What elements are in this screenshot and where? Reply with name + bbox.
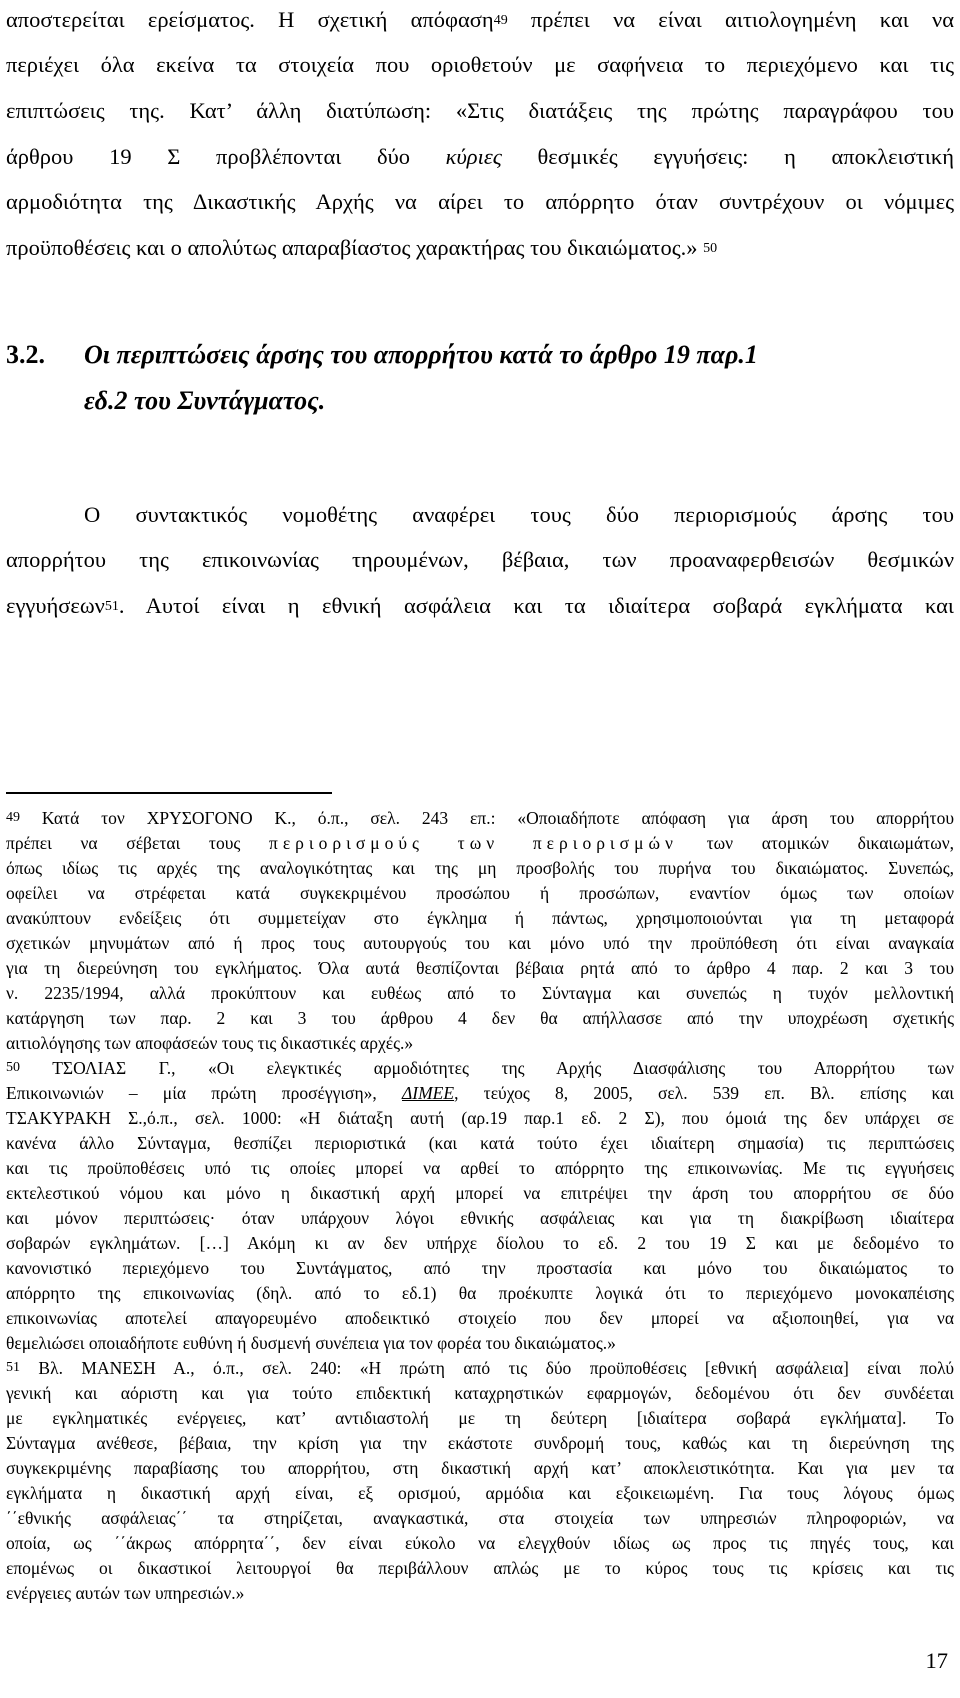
text-line: εγγυήσεων$^{51}$. Αυτοί είναι η εθνική ασφάλεια και τα ιδιαίτερα σοβαρά εγκλήματα και [6,593,954,618]
footnote-line: πρέπει να σέβεται τους περιορισμούς των περιορισμών των ατομικών δικαιωμάτων, [6,833,954,853]
footnote-line: και τις προϋποθέσεις υπό τις οποίες μπορεί να αρθεί το απόρρητο της επικοινωνίας. Με τις εγγυήσεις [6,1158,954,1178]
footnote-line: επομένως οι δικαστικοί λειτουργοί θα περιβάλλουν απλώς με το κύρος τους τις κρίσεις και τις [6,1558,954,1578]
footnote-line: επικοινωνίας αποτελεί απαγορευμένο αποδεικτικό στοιχείο που δεν μπορεί να αξιοποιηθεί, για να [6,1308,954,1328]
text-line: αποστερείται ερείσματος. Η σχετική απόφαση$^{49}$ πρέπει να είναι αιτιολογημένη και να [6,7,954,32]
footnote-line: ΄΄εθνικής ασφάλειας΄΄ τα στηρίζεται, αναγκαστικά, στα στοιχεία των υπηρεσιών πληροφοριών, να [6,1508,954,1528]
text-line: επιπτώσεις της. Κατ’ άλλη διατύπωση: «Στις διατάξεις της πρώτης παραγράφου του [6,98,954,123]
footnote-line: κατάργηση των παρ. 2 και 3 του άρθρου 4 δεν θα απήλλασσε από την υποχρέωση σχετικής [6,1008,954,1028]
text-line: αρμοδιότητα της Δικαστικής Αρχής να αίρει το απόρρητο όταν συντρέχουν οι νόμιμες [6,189,954,214]
text-line: Ο συντακτικός νομοθέτης αναφέρει τους δύο περιορισμούς άρσης του [84,502,954,527]
footnote-line: σχετικών μηνυμάτων από ή προς τους αυτουργούς του και μόνο υπό την προϋπόθεση ότι είναι αναγκαία [6,933,954,953]
footnote-line: Επικοινωνιών – μία πρώτη προσέγγιση», ΔΙΜΕΕ, τεύχος 8, 2005, σελ. 539 επ. Βλ. επίσης και [6,1083,954,1103]
footnote-ref-49[interactable]: 49 [493,13,508,28]
footnote-line: $^{51}$ Βλ. ΜΑΝΕΣΗ Α., ό.π., σελ. 240: «Η πρώτη από τις δύο προϋποθέσεις [εθνική ασφάλεια] είναι πολύ [6,1358,954,1378]
footnote-line: με εγκληματικές ενέργειες, κατ’ αντιδιαστολή με τη δεύτερη [ιδιαίτερα σοβαρά εγκλήματα]. Το [6,1408,954,1428]
footnote-ref-50[interactable]: 50 [703,241,718,256]
footnote-line: γενική και αόριστη και για τούτο επιδεκτική καταχρηστικών εφαρμογών, δεδομένου ότι δεν συνδέεται [6,1383,954,1403]
footnote-line: όπως ιδίως τις αρχές της αναλογικότητας και της μη προσβολής του πυρήνα του δικαιώματος. Συνεπώς, [6,858,954,878]
section-title-line-2: εδ.2 του Συντάγματος. [84,386,326,415]
section-title-line-1: Οι περιπτώσεις άρσης του απορρήτου κατά το άρθρο 19 παρ.1 [84,340,758,369]
footnote-line: εκτελεστικού νόμου και μόνο η δικαστική αρχή μπορεί να επιτρέψει την άρση του απορρήτου σε δύο [6,1183,954,1203]
footnote-line: ΤΣΑΚΥΡΑΚΗ Σ.,ό.π., σελ. 1000: «Η διάταξη αυτή (αρ.19 παρ.1 εδ. 2 Σ), που όμοιά της δεν υπάρχει σε [6,1108,954,1128]
footnote-line: κανονιστικό περιεχόμενο του Συντάγματος, από την προστασία και μόνο του δικαιώματος το [6,1258,954,1278]
footnote-line: κανένα άλλο Σύνταγμα, θεσπίζει περιοριστικά (και κατά τούτο έχει ιδιαίτερη σημασία) τις περιπτώσεις [6,1133,954,1153]
footnote-line: και μόνον περιπτώσεις· όταν υπάρχουν λόγοι εθνικής ασφάλειας και για τη διακρίβωση ιδιαίτερα [6,1208,954,1228]
section-heading [6,340,758,370]
footnote-separator [6,792,332,794]
footnote-line: οποία, ως ΄΄άκρως απόρρητα΄΄, δεν είναι εύκολο να ελεγχθούν ιδίως ως προς τις πηγές τους, και [6,1533,954,1553]
footnote-number: 51 [6,1360,20,1375]
text-line: προϋποθέσεις και ο απολύτως απαραβίαστος χαρακτήρας του δικαιώματος.» $^{50}$ [6,235,718,260]
footnote-line: ανακύπτουν ενδείξεις ότι συμμετείχαν στο έγκλημα ή πάντως, χρησιμοποιούνται για τη μεταφορά [6,908,954,928]
text-line: απορρήτου της επικοινωνίας τηρουμένων, βέβαια, των προαναφερθεισών θεσμικών [6,547,954,572]
footnote-line: για τη διερεύνηση του εγκλήματος. Όλα αυτά θεσπίζονται βέβαια ρητά από το άρθρο 4 παρ. 2 και 3 του [6,958,954,978]
footnote-number: 49 [6,810,20,825]
footnote-line: εγκλήματα η δικαστική αρχή είναι, εξ ορισμού, αρμόδια και εξοικειωμένη. Για τους λόγους όμως [6,1483,954,1503]
section-number: 3.2. [6,340,45,369]
footnote-line: ν. 2235/1994, αλλά προκύπτουν και ευθέως από το Σύνταγμα και συνεπώς η τυχόν μελλοντική [6,983,954,1003]
footnote-line: θεμελιώσει οποιαδήποτε ευθύνη ή δυσμενή συνέπεια για τον φορέα του δικαιώματος.» [6,1333,616,1353]
footnote-line: Σύνταγμα ανέθεσε, βέβαια, την κρίση για την εκάστοτε συνδρομή τους, καθώς και τη διερεύνηση της [6,1433,954,1453]
footnote-line: σοβαρών εγκλημάτων. […] Ακόμη κι αν δεν υπήρχε δίολου το εδ. 2 του 19 Σ και με δεδομένο το [6,1233,954,1253]
footnote-line: οφείλει να στρέφεται κατά συγκεκριμένου προσώπου ή προσώπων, εναντίον όμως των οποίων [6,883,954,903]
page-number: 17 [925,1648,948,1673]
footnote-line: συγκεκριμένης παραβίασης του απορρήτου, στη δικαστική αρχή κατ’ αποκλειστικότητα. Και για μεν τα [6,1458,954,1478]
footnote-line: $^{49}$ Κατά τον ΧΡΥΣΟΓΟΝΟ Κ., ό.π., σελ. 243 επ.: «Οποιαδήποτε απόφαση για άρση του απορρήτου [6,808,954,828]
text-line: άρθρου 19 Σ προβλέπονται δύο κύριες θεσμικές εγγυήσεις: η αποκλειστική [6,144,954,169]
footnote-line: αιτιολόγησης των αποφάσεών τους τις δικαστικές αρχές.» [6,1033,414,1053]
footnote-line: ενέργειες αυτών των υπηρεσιών.» [6,1583,245,1603]
footnote-line: $^{50}$ ΤΣΟΛΙΑΣ Γ., «Οι ελεγκτικές αρμοδιότητες της Αρχής Διασφάλισης του Απορρήτου των [6,1058,954,1078]
footnote-number: 50 [6,1060,20,1075]
footnote-ref-51[interactable]: 51 [104,599,119,614]
footnote-line: απόρρητο της επικοινωνίας (δηλ. από το εδ.1) θα προέκυπτε λογικά ότι το περιεχόμενο μονοκαπέισης [6,1283,954,1303]
text-line: περιέχει όλα εκείνα τα στοιχεία που οριοθετούν με σαφήνεια το περιεχόμενο και τις [6,52,954,77]
